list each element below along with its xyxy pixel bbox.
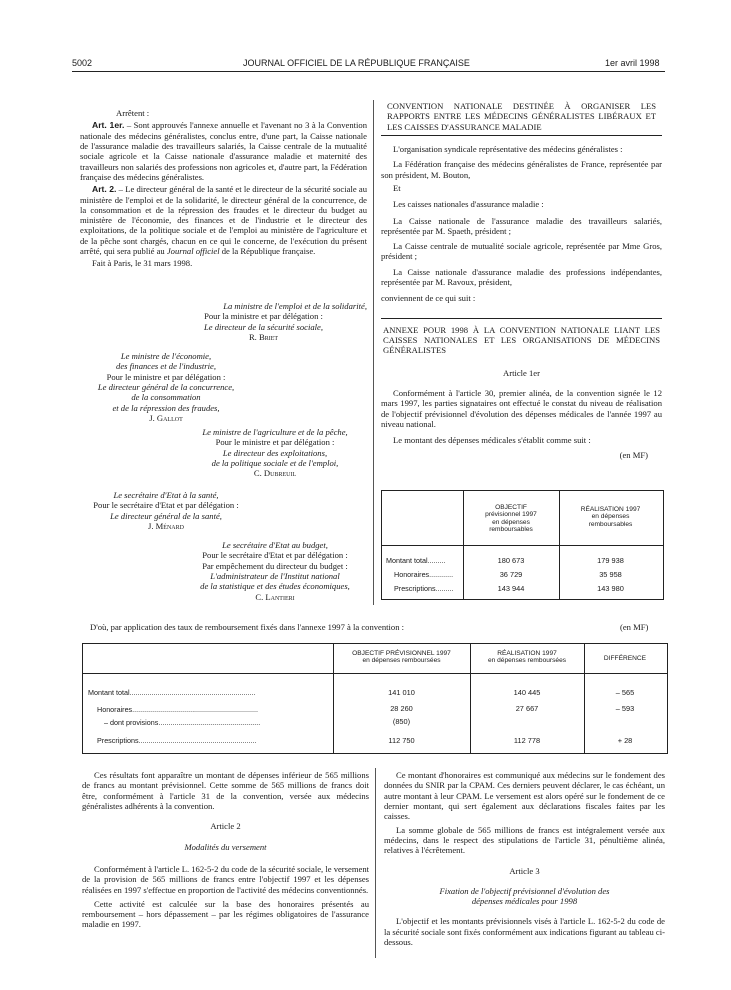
article-3-subtitle: Fixation de l'objectif prévisionnel d'évolution des dépenses médicales pour 1998 (439, 885, 610, 907)
header-line: RÉALISATION 1997 (497, 650, 557, 657)
bottom-right-column (384, 770, 665, 949)
annexe-rule (381, 318, 662, 319)
sig1-name: R. Briet (248, 331, 279, 342)
left-column (80, 108, 367, 271)
table-1-col-header (559, 506, 662, 528)
table-row-label: Montant total......... (386, 556, 446, 565)
convention-para: La Fédération française des médecins généralistes de France, représentée par son président, M. Bouton, (381, 159, 662, 180)
label-text: Montant total (386, 556, 428, 565)
signature-block-3 (180, 427, 370, 479)
table-row-label: – dont provisions................................................... (104, 718, 261, 727)
sig1-line: La ministre de l'emploi et de la solidarité, (223, 301, 367, 311)
table-2-col-header (470, 650, 584, 665)
art2-end: de la République française. (219, 246, 316, 257)
sig2-line: Pour le ministre et par délégation : (106, 371, 226, 382)
sig3-line: Pour le ministre et par délégation : (215, 437, 335, 448)
sig2-line: Le directeur général de la concurrence, (97, 381, 235, 392)
art2-text: – Le directeur général de la santé et le directeur de la sécurité sociale au ministère de l'emploi et de la solidarité, le directeur général de la concurrence, de la consommation et de la répression des fraudes et le directeur du budget au ministère de l'économie, des finances et de l'industrie et le directeur des exploitations, de la politique sociale et de l'emploi au ministère de l'agriculture et de la pêche sont chargés, chacun en ce qui le concerne, de l'exécution du présent arrêté, qui sera publié au (80, 184, 367, 257)
table-cell: 143 944 (497, 584, 525, 593)
body-para: La somme globale de 565 millions de francs est intégralement versée aux médecins, dans le respect des stipulations de l'article 31, pénultième alinéa, relatives à l'écrêtement. (384, 824, 665, 856)
sig4-line: Le directeur général de la santé, (110, 510, 222, 521)
sig2-line: et de la répression des fraudes, (112, 402, 220, 413)
sig3-name: C. Dubreuil (253, 468, 297, 479)
table-cell: 141 010 (388, 688, 415, 697)
label-text: Prescriptions (394, 584, 436, 593)
table-cell: – 565 (615, 688, 635, 697)
table-row-label: Honoraires............ (394, 570, 454, 579)
table-cell: 28 260 (390, 704, 413, 713)
header-line: en dépenses (492, 518, 530, 526)
convention-para: Et (393, 182, 401, 193)
table-row-label: Montant total............................................................... (88, 688, 256, 697)
sig5-line: L'administrateur de l'Institut national (210, 570, 340, 581)
page-number: 5002 (72, 58, 93, 68)
header-line: en dépenses (591, 513, 630, 521)
sig4-line: Pour le secrétaire d'Etat et par délégation : (93, 500, 239, 511)
title-rule (381, 135, 662, 136)
right-column (381, 101, 662, 462)
article-1-heading: Article 1er (503, 367, 540, 378)
art2-jo: Journal officiel (166, 246, 220, 257)
article-1-para: Conformément à l'article 30, premier alinéa, de la convention signée le 12 mars 1997, les parties signataires ont effectué le constat du niveau de réalisation de l'objectif prévisionnel d'évolution des dépenses médicales de l'année 1997 au niveau national. (381, 387, 662, 429)
sig2-line: de la consommation (131, 392, 201, 403)
table-2-header-rule (82, 673, 667, 674)
header-line: RÉALISATION 1997 (580, 506, 641, 513)
table-row-label: Prescriptions......... (394, 584, 454, 593)
header-rule (72, 71, 665, 72)
body-para: L'objectif et les montants prévisionnels visés à l'article L. 162-5-2 du code de la sécurité sociale sont fixés conformément aux indications figurant au tableau ci-dessous. (384, 916, 665, 948)
sig2-name: J. Gallot (149, 412, 183, 423)
table-1-col-header (463, 504, 559, 533)
sig3-line: Le ministre de l'agriculture et de la pêche, (202, 427, 348, 437)
signature-block-2 (76, 351, 256, 423)
convention-para: La Caisse centrale de mutualité sociale agricole, représentée par Mme Gros, président ; (381, 241, 662, 262)
sig4-name: J. Ménard (148, 520, 184, 531)
sig2-line: Le ministre de l'économie, (120, 351, 212, 361)
sig5-line: Le secrétaire d'Etat au budget, (222, 540, 328, 550)
table-cell: 35 958 (599, 570, 622, 579)
sig1-line: Pour la ministre et par délégation : (204, 311, 323, 322)
table-row-label: Honoraires............................................................... (97, 705, 258, 714)
article-2-heading: Article 2 (210, 821, 241, 832)
convention-para: Les caisses nationales d'assurance maladie : (393, 199, 544, 210)
header-line: remboursables (588, 520, 633, 528)
art1-label: Art. 1er. (92, 120, 125, 131)
convention-title: CONVENTION NATIONALE DESTINÉE À ORGANISER LES RAPPORTS ENTRE LES MÉDECINS GÉNÉRALISTES LIBÉRAUX ET LES CAISSES D'ASSURANCE MALADIE (387, 101, 656, 132)
table-cell: 112 750 (388, 736, 415, 745)
unit-label: (en MF) (619, 449, 648, 460)
sig5-line: de la statistique et des études économiques, (200, 581, 350, 592)
issue-date: 1er avril 1998 (605, 58, 660, 68)
convention-para: L'organisation syndicale représentative des médecins généralistes : (393, 143, 623, 154)
arretent: Arrêtent : (116, 108, 150, 118)
table-2-col-header: DIFFÉRENCE (603, 655, 647, 662)
body-para: Ce montant d'honoraires est communiqué aux médecins sur le fondement des données du SNIR par la CPAM. Ces derniers peuvent déclarer, le cas échéant, un autre montant à leur CPAM. Le versement est alors opéré sur le fondement de ce dernier montant, qui sert également aux déclarations fiscales faites par les caisses. (384, 770, 665, 822)
header-line: OBJECTIF PRÉVISIONNEL 1997 (352, 650, 451, 657)
label-text: Prescriptions (97, 736, 139, 745)
fait-a-paris: Fait à Paris, le 31 mars 1998. (92, 258, 193, 269)
table-2-intro: D'où, par application des taux de remboursement fixés dans l'annexe 1997 à la convention : (90, 622, 405, 632)
table-cell: 27 667 (515, 704, 539, 713)
journal-title: JOURNAL OFFICIEL DE LA RÉPUBLIQUE FRANÇAISE (243, 58, 470, 68)
header-line: remboursables (489, 525, 533, 533)
column-divider (373, 100, 374, 605)
body-para: Conformément à l'article L. 162-5-2 du code de la sécurité sociale, le versement de la provision de 565 millions de francs entre l'objectif 1997 et les dépenses réalisées en 1997 s'effectue en proportion de l'activité des médecins conventionnés. (82, 863, 370, 895)
article-2-subtitle: Modalités du versement (184, 841, 267, 852)
signature-block-5 (180, 540, 370, 602)
table-cell: 143 980 (597, 584, 624, 593)
label-text: Montant total (88, 688, 130, 697)
article-1-paragraph (80, 120, 367, 182)
column-divider (375, 768, 376, 958)
table-cell: (850) (392, 717, 411, 726)
convention-para: conviennent de ce qui suit : (381, 293, 476, 304)
table-cell: 179 938 (597, 556, 624, 565)
label-text: Honoraires (394, 570, 430, 579)
article-2-paragraph (80, 184, 367, 256)
bottom-left-column (82, 770, 369, 932)
sig5-name: C. Lantieri (255, 591, 295, 602)
header-line: OBJECTIF (495, 504, 527, 511)
signature-block-1 (80, 301, 367, 342)
art2-label: Art. 2. (92, 184, 117, 195)
header-line: en dépenses remboursées (487, 657, 567, 665)
sig5-line: Pour le secrétaire d'Etat et par délégation : (202, 550, 348, 561)
table-cell: + 28 (617, 736, 633, 745)
signature-block-4 (76, 490, 256, 531)
table-cell: 112 778 (513, 736, 541, 745)
sig5-line: Par empêchement du directeur du budget : (202, 560, 348, 571)
table-cell: 180 673 (497, 556, 525, 565)
label-text: Honoraires (97, 705, 133, 714)
body-para: Cette activité est calculée sur la base des honoraires présentés au remboursement – hors dépassement – par les régimes obligatoires de l'assurance maladie en 1997. (82, 898, 369, 930)
table-row-label: Prescriptions........................................................... (97, 736, 257, 745)
table-1-header-rule (381, 545, 663, 546)
sig1-line: Le directeur de la sécurité sociale, (203, 321, 323, 332)
table-2-col-header (333, 650, 470, 665)
body-para: Ces résultats font apparaître un montant de dépenses inférieur de 565 millions de francs au montant prévisionnel. Cette somme de 565 millions de francs doit être, conformément à l'article 31 de la convention, versée aux médecins généralistes adhérents à la convention. (82, 770, 369, 811)
sig4-line: Le secrétaire d'Etat à la santé, (113, 490, 219, 500)
header-line: en dépenses remboursées (362, 657, 441, 665)
convention-para: La Caisse nationale d'assurance maladie des professions indépendantes, représentée par M. Ravoux, président, (381, 266, 662, 288)
article-1-para: Le montant des dépenses médicales s'établit comme suit : (393, 435, 591, 446)
convention-para: La Caisse nationale de l'assurance maladie des travailleurs salariés, représentée par M. Spaeth, président ; (381, 215, 662, 236)
annexe-title: ANNEXE POUR 1998 À LA CONVENTION NATIONALE LIANT LES CAISSES NATIONALES ET LES ORGANISATIONS DE MÉDECINS GÉNÉRALISTES (383, 324, 660, 356)
sig3-line: de la politique sociale et de l'emploi, (211, 457, 339, 468)
label-text: – dont provisions (104, 718, 159, 727)
header-line: prévisionnel 1997 (485, 511, 537, 519)
table-2-unit: (en MF) (620, 622, 649, 632)
table-cell: 140 445 (513, 688, 541, 697)
sig3-line: Le directeur des exploitations, (222, 447, 328, 458)
table-cell: 36 729 (499, 570, 523, 579)
article-3-heading: Article 3 (509, 865, 540, 876)
art1-text: – Sont approuvés l'annexe annuelle et l'avenant no 3 à la Convention nationale des médecins généralistes, conclus entre, d'une part, la Caisse nationale de l'assurance maladie des travailleurs salariés, la Caisse centrale de la mutualité sociale agricole et la Caisse nationale d'assurance maladie et maternité des travailleurs non salariés des professions non agricoles et, d'autre part, la Fédération française des médecins généralistes. (80, 120, 367, 182)
table-cell: – 593 (615, 704, 635, 713)
sig2-line: des finances et de l'industrie, (116, 361, 216, 372)
